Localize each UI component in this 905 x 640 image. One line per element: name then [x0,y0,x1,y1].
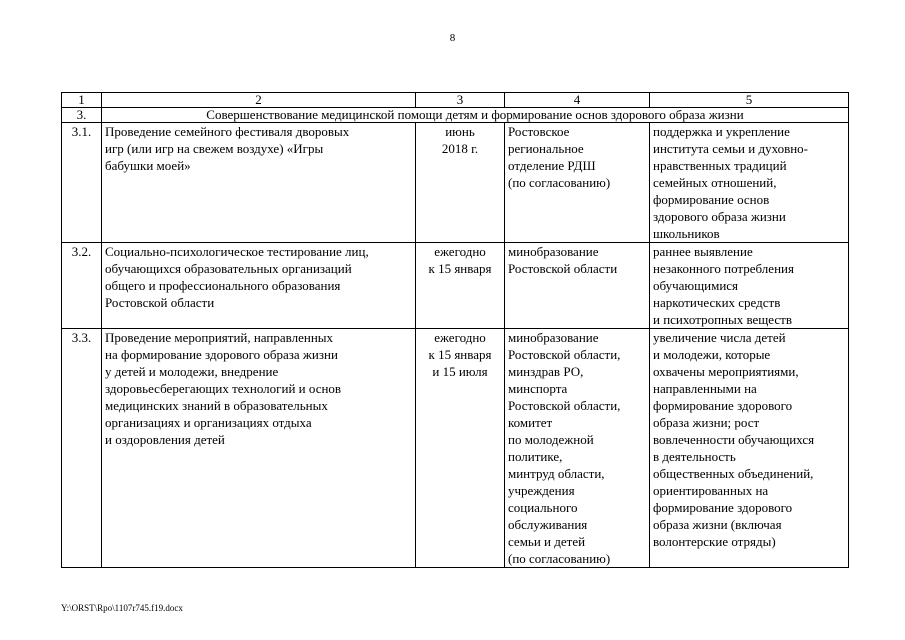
file-path-footer: Y:\ORST\Rpo\1107r745.f19.docx [61,603,183,613]
page-number: 8 [449,32,456,44]
column-header: 5 [650,93,849,108]
term-cell: ежегодно к 15 января и 15 июля [416,329,505,568]
column-header: 2 [102,93,416,108]
table-header-row [62,93,849,108]
column-header: 1 [62,93,102,108]
row-number: 3.3. [62,329,102,568]
term-cell: ежегодно к 15 января [416,243,505,329]
measure-cell: Социально-психологическое тестирование лиц, обучающихся образовательных организаций общего и профессионального образования Ростовской области [102,243,416,329]
column-header: 3 [416,93,505,108]
executor-cell: Ростовское региональное отделение РДШ (по согласованию) [505,123,650,243]
measure-cell: Проведение мероприятий, направленных на формирование здорового образа жизни у детей и молодежи, внедрение здоровьесберегающих технологий и основ медицинских знаний в образовательных организациях и организациях отдыха и оздоровления детей [102,329,416,568]
table-row [62,123,849,243]
section-number: 3. [62,108,102,123]
measures-table [61,92,849,568]
term-cell: июнь 2018 г. [416,123,505,243]
result-cell: поддержка и укрепление института семьи и духовно- нравственных традиций семейных отношений, формирование основ здорового образа жизни школьников [650,123,849,243]
table-row [62,329,849,568]
section-title: Совершенствование медицинской помощи детям и формирование основ здорового образа жизни [102,108,849,123]
table-row [62,243,849,329]
measure-cell: Проведение семейного фестиваля дворовых игр (или игр на свежем воздухе) «Игры бабушки моей» [102,123,416,243]
executor-cell: минобразование Ростовской области [505,243,650,329]
result-cell: увеличение числа детей и молодежи, которые охвачены мероприятиями, направленными на формирование здорового образа жизни; рост вовлеченности обучающихся в деятельность общественных объединений, ориентированных на формирование здорового образа жизни (включая волонтерские отряды) [650,329,849,568]
section-row [62,108,849,123]
executor-cell: минобразование Ростовской области, минздрав РО, минспорта Ростовской области, комитет по молодежной политике, минтруд области, учреждения социального обслуживания семьи и детей (по согласованию) [505,329,650,568]
result-cell: раннее выявление незаконного потребления обучающимися наркотических средств и психотропных веществ [650,243,849,329]
column-header: 4 [505,93,650,108]
row-number: 3.2. [62,243,102,329]
row-number: 3.1. [62,123,102,243]
